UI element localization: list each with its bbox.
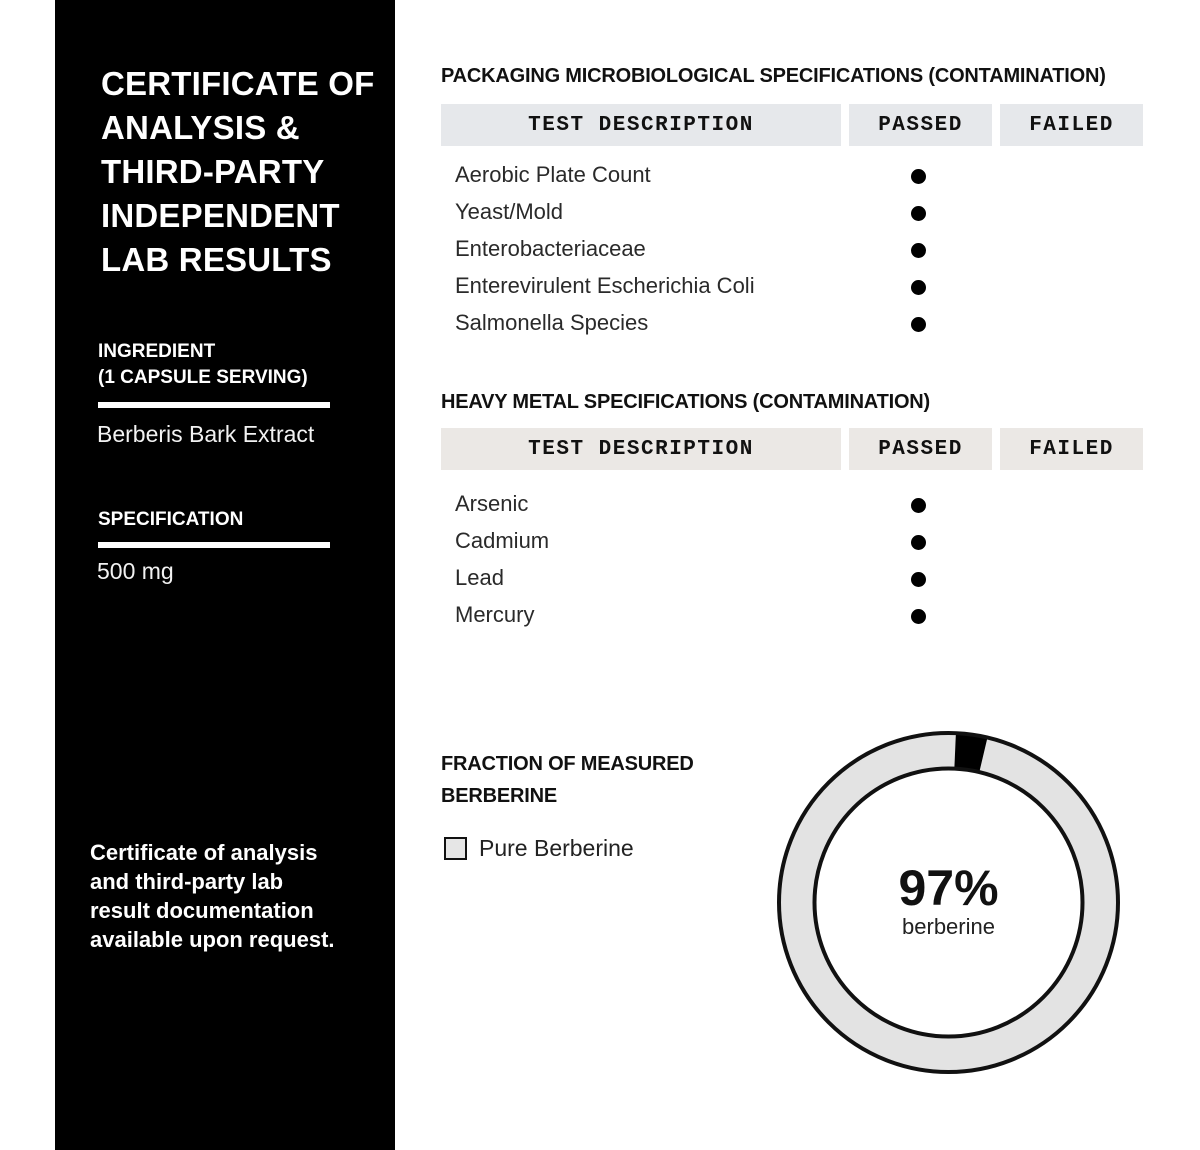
column-header-failed: FAILED [1000, 428, 1143, 470]
test-description: Mercury [455, 602, 535, 627]
ingredient-label [98, 339, 308, 391]
column-header-test-description: TEST DESCRIPTION [441, 104, 841, 146]
test-description: Lead [455, 565, 504, 590]
test-description: Cadmium [455, 528, 550, 553]
passed-dot-icon [911, 317, 926, 332]
specification-label: SPECIFICATION [98, 509, 244, 530]
berberine-title-line2: BERBERINE [441, 785, 557, 807]
passed-dot-icon [911, 572, 926, 587]
donut-center-label [776, 730, 1121, 1075]
passed-dot-icon [911, 169, 926, 184]
column-header-passed: PASSED [849, 104, 992, 146]
legend-label: Pure Berberine [479, 835, 634, 861]
test-description: Salmonella Species [455, 310, 649, 335]
column-header-test-description: TEST DESCRIPTION [441, 428, 841, 470]
test-description: Yeast/Mold [455, 199, 564, 224]
heavy-metal-test-list [441, 489, 1143, 637]
ingredient-divider [98, 402, 330, 408]
table-row [441, 197, 1143, 234]
test-description: Enterobacteriaceae [455, 236, 646, 261]
column-header-passed: PASSED [849, 428, 992, 470]
passed-dot-icon [911, 535, 926, 550]
table-row [441, 526, 1143, 563]
passed-dot-icon [911, 498, 926, 513]
legend-swatch-icon [444, 837, 467, 860]
ingredient-label-line2: (1 CAPSULE SERVING) [98, 367, 308, 388]
heavy-metal-section-title: HEAVY METAL SPECIFICATIONS (CONTAMINATION) [441, 391, 931, 413]
column-header-failed: FAILED [1000, 104, 1143, 146]
table-row [441, 489, 1143, 526]
chart-legend [444, 835, 634, 862]
ingredient-value: Berberis Bark Extract [97, 421, 315, 447]
test-description: Aerobic Plate Count [455, 162, 651, 187]
table-row [441, 160, 1143, 197]
table-row [441, 563, 1143, 600]
table-row [441, 308, 1143, 345]
berberine-section-title [441, 748, 694, 812]
specification-value: 500 mg [97, 558, 174, 584]
ingredient-label-line1: INGREDIENT [98, 341, 216, 362]
page-title: CERTIFICATE OF ANALYSIS & THIRD-PARTY INDEPENDENT LAB RESULTS [101, 65, 375, 278]
heavy-metal-table-header [441, 428, 1143, 470]
test-description: Enterevirulent Escherichia Coli [455, 273, 755, 298]
specification-divider [98, 542, 330, 548]
passed-dot-icon [911, 243, 926, 258]
percent-value: 97% [898, 859, 999, 916]
passed-dot-icon [911, 206, 926, 221]
microbiological-table-header [441, 104, 1143, 146]
passed-dot-icon [911, 280, 926, 295]
passed-dot-icon [911, 609, 926, 624]
table-row [441, 600, 1143, 637]
test-description: Arsenic [455, 491, 529, 516]
sidebar [55, 0, 395, 1150]
microbiological-test-list [441, 160, 1143, 345]
microbiological-section-title: PACKAGING MICROBIOLOGICAL SPECIFICATIONS (CONTAMINATION) [441, 65, 1106, 87]
table-row [441, 271, 1143, 308]
footnote: Certificate of analysis and third-party lab result documentation available upon request. [90, 840, 335, 952]
percent-caption: berberine [902, 913, 995, 939]
table-row [441, 234, 1143, 271]
berberine-title-line1: FRACTION OF MEASURED [441, 753, 694, 775]
